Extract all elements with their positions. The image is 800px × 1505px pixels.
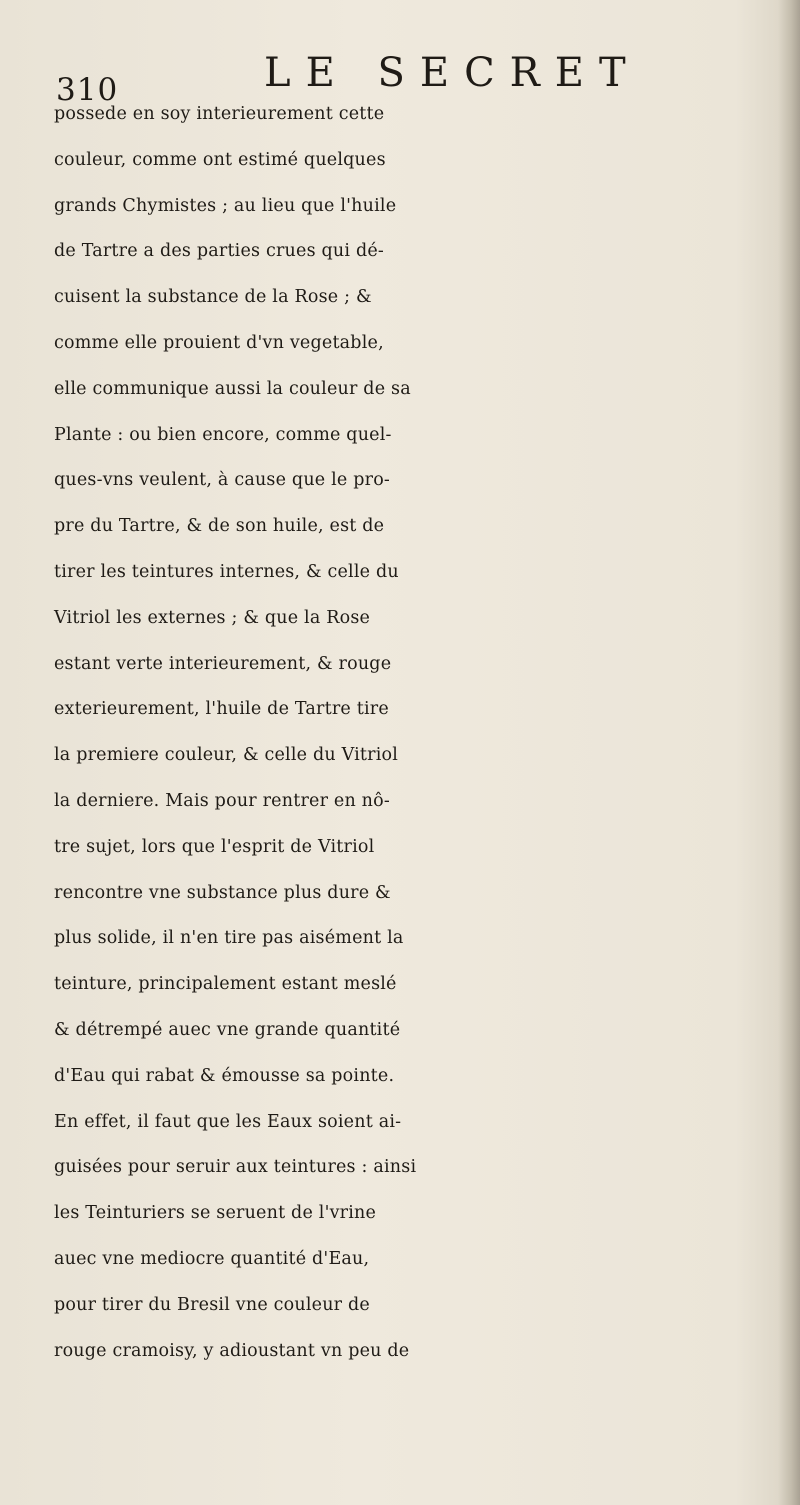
body-text (54, 92, 794, 1374)
text-line: exterieurement, l'huile de Tartre tire (54, 699, 389, 720)
text-line: rencontre vne substance plus dure & (54, 882, 391, 903)
text-line: rouge cramoisy, y adioustant vn peu de (54, 1340, 410, 1361)
text-line: plus solide, il n'en tire pas aisément la (54, 928, 404, 949)
text-line: tre sujet, lors que l'esprit de Vitriol (54, 836, 375, 857)
text-line: de Tartre a des parties crues qui dé- (54, 241, 385, 262)
running-title: LE SECRET (264, 50, 641, 96)
text-line: En effet, il faut que les Eaux soient ai- (54, 1111, 402, 1132)
text-line: & détrempé auec vne grande quantité (54, 1019, 401, 1040)
text-line: cuisent la substance de la Rose ; & (54, 287, 372, 308)
text-line: couleur, comme ont estimé quelques (54, 149, 386, 170)
text-line: estant verte interieurement, & rouge (54, 653, 392, 674)
text-line: d'Eau qui rabat & émousse sa pointe. (54, 1065, 395, 1086)
text-line: les Teinturiers se seruent de l'vrine (54, 1203, 377, 1224)
page-number: 310 (56, 72, 119, 108)
text-line: pour tirer du Bresil vne couleur de (54, 1294, 370, 1315)
text-line: comme elle prouient d'vn vegetable, (54, 332, 384, 353)
text-line: tirer les teintures internes, & celle du (54, 561, 399, 582)
text-line: la derniere. Mais pour rentrer en nô- (54, 790, 391, 811)
text-line: pre du Tartre, & de son huile, est de (54, 516, 385, 537)
text-line: guisées pour seruir aux teintures : ainsi (54, 1157, 417, 1178)
text-line: la premiere couleur, & celle du Vitriol (54, 745, 399, 766)
text-line: teinture, principalement estant meslé (54, 974, 397, 995)
text-line: ques-vns veulent, à cause que le pro- (54, 470, 391, 491)
text-line: elle communique aussi la couleur de sa (54, 378, 411, 399)
text-line: Vitriol les externes ; & que la Rose (54, 607, 371, 628)
text-line: possede en soy interieurement cette (54, 104, 385, 124)
text-line: auec vne mediocre quantité d'Eau, (54, 1248, 370, 1269)
text-line: grands Chymistes ; au lieu que l'huile (54, 195, 397, 216)
text-line: Plante : ou bien encore, comme quel- (54, 424, 392, 445)
